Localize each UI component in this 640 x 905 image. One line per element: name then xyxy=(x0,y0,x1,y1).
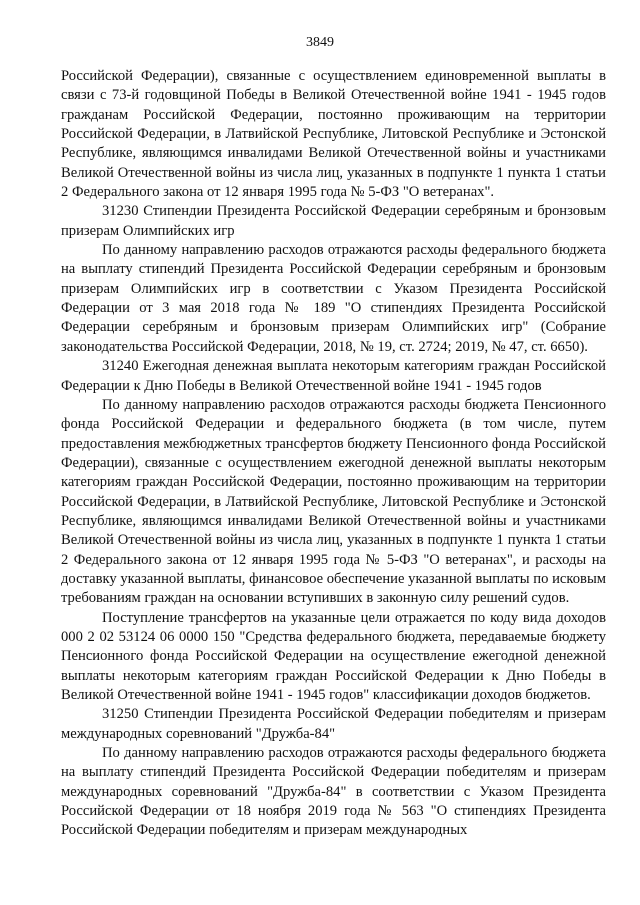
section-heading-31240: 31240 Ежегодная денежная выплата некоторым категориям граждан Российской Федерации к Дню Победы в Великой Отечественной войне 1941 - 1945 годов xyxy=(61,358,606,394)
section-heading-31230: 31230 Стипендии Президента Российской Федерации серебряным и бронзовым призерам Олимпийских игр xyxy=(61,203,606,239)
paragraph-31240-description: По данному направлению расходов отражаются расходы бюджета Пенсионного фонда Российской Федерации и федерального бюджета (в том числе, путем предоставления межбюджетных трансфертов бюджету Пенсионного фонда Российской Федерации), связанные с осуществлением ежегодной денежной выплаты некоторым категориям граждан Российской Федерации, постоянно проживающим на территории Российской Федерации, в Латвийской Республике, Литовской Республике и Эстонской Республике, являющимся инвалидами Великой Отечественной войны и участниками Великой Отечественной войны из числа лиц, указанных в подпункте 1 пункта 1 статьи 2 Федерального закона от 12 января 1995 года № 5-ФЗ "О ветеранах", и расходы на доставку указанной выплаты, финансовое обеспечение указанной выплаты по исковым требованиям граждан на основании вступивших в законную силу решений судов. xyxy=(61,396,606,607)
paragraph-31250-description: По данному направлению расходов отражаются расходы федерального бюджета на выплату стипендий Президента Российской Федерации победителям и призерам международных соревнований "Дружба-84" в соответствии с Указом Президента Российской Федерации от 18 ноября 2019 года № 563 "О стипендиях Президента Российской Федерации победителям и призерам международных xyxy=(61,745,606,839)
page-number: 3849 xyxy=(306,35,334,50)
section-heading-31250: 31250 Стипендии Президента Российской Федерации победителям и призерам международных соревнований "Дружба-84" xyxy=(61,706,606,742)
paragraph-continuation: Российской Федерации), связанные с осуществлением единовременной выплаты в связи с 73-й годовщиной Победы в Великой Отечественной войне 1941 - 1945 годов гражданам Российской Федерации, постоянно проживающим на территории Российской Федерации, в Латвийской Республике, Литовской Республике и Эстонской Республике, являющимся инвалидами Великой Отечественной войны и участниками Великой Отечественной войны из числа лиц, указанных в подпункте 1 пункта 1 статьи 2 Федерального закона от 12 января 1995 года № 5-ФЗ "О ветеранах". xyxy=(61,68,606,201)
paragraph-31240-transfers: Поступление трансфертов на указанные цели отражается по коду вида доходов 000 2 02 53124 06 0000 150 "Средства федерального бюджета, передаваемые бюджету Пенсионного фонда Российской Федерации на осуществление ежегодной денежной выплаты некоторым категориям граждан Российской Федерации к Дню Победы в Великой Отечественной войне 1941 - 1945 годов" классификации доходов бюджетов. xyxy=(61,609,606,703)
document-body xyxy=(61,67,606,841)
paragraph-31230-description: По данному направлению расходов отражаются расходы федерального бюджета на выплату стипендий Президента Российской Федерации серебряным и бронзовым призерам Олимпийских игр в соответствии с Указом Президента Российской Федерации от 3 мая 2018 года № 189 "О стипендиях Президента Российской Федерации серебряным и бронзовым призерам Олимпийских игр" (Собрание законодательства Российской Федерации, 2018, № 19, ст. 2724; 2019, № 47, ст. 6650). xyxy=(61,242,606,355)
